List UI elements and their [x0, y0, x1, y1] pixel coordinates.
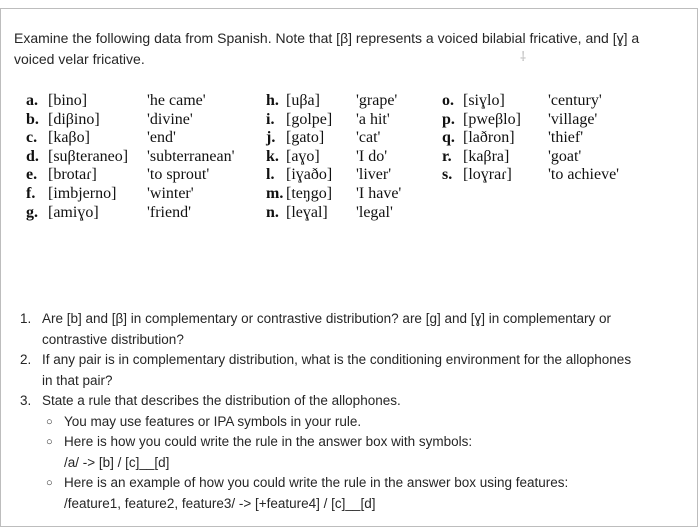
data-item: o. [siɣlo] 'century': [442, 92, 602, 109]
data-item: e. [brotaɾ] 'to sprout': [26, 166, 210, 184]
hint-item: ○ Here is how you could write the rule in the answer box with symbols: /a/ -> [b] / [c]__[d]: [26, 432, 680, 473]
data-item: d. [suβteraneo] 'subterranean': [26, 147, 235, 165]
data-item: l. [iɣaðo] 'liver': [266, 166, 392, 184]
cursor-icon: ⸸: [520, 49, 527, 64]
data-item: s. [loɣraɾ] 'to achieve': [442, 166, 620, 184]
rule-hints: [26, 412, 680, 515]
symbol-rule-example: /a/ -> [b] / [c]__[d]: [64, 454, 170, 470]
data-item: f. [imbjerno] 'winter': [26, 184, 194, 202]
hint-item: ○ Here is an example of how you could write the rule in the answer box using features: /feature1, feature2, feature3/ -> [+feature4] / [c]__[d]: [26, 473, 680, 514]
feature-rule-example: /feature1, feature2, feature3/ -> [+feature4] / [c]__[d]: [64, 495, 376, 511]
data-item: h. [uβa] 'grape': [266, 92, 398, 109]
data-item: n. [leɣal] 'legal': [266, 203, 393, 221]
data-column-1: [26, 92, 235, 222]
bullet-icon: ○: [46, 477, 53, 489]
questions-list: [20, 309, 680, 514]
intro-line-1: Examine the following data from Spanish. Note that [β] represents a voiced bilabial fricative, and [ɣ] a: [14, 30, 640, 46]
instructions-text: [14, 28, 684, 70]
hint-item: ○ You may use features or IPA symbols in your rule.: [26, 412, 680, 433]
data-column-2: [266, 92, 402, 222]
bullet-icon: ○: [46, 436, 53, 448]
data-item: j. [gato] 'cat': [266, 129, 381, 147]
bullet-icon: ○: [46, 415, 53, 428]
data-item: g. [amiɣo] 'friend': [26, 203, 191, 221]
data-item: c. [kaβo] 'end': [26, 129, 176, 147]
intro-line-2: voiced velar fricative.: [14, 51, 145, 67]
data-item: r. [kaβra] 'goat': [442, 147, 582, 165]
data-item: i. [golpe] 'a hit': [266, 110, 390, 128]
question-2: 2. If any pair is in complementary distribution, what is the conditioning environment for the allophones in that pair?: [20, 352, 632, 388]
data-item: k. [aɣo] 'I do': [266, 147, 388, 165]
data-item: p. [pweβlo] 'village': [442, 110, 598, 128]
data-item: q. [laðron] 'thief': [442, 129, 584, 147]
question-3: 3. State a rule that describes the distribution of the allophones.: [20, 393, 401, 408]
question-1: 1. Are [b] and [β] in complementary or contrastive distribution? are [g] and [ɣ] in complementary or contrastive distribution?: [20, 311, 612, 347]
data-item: a. [bino] 'he came': [26, 92, 206, 109]
data-item: b. [diβino] 'divine': [26, 110, 193, 128]
data-item: m. [teŋgo] 'I have': [266, 184, 402, 202]
data-column-3: [442, 92, 620, 185]
